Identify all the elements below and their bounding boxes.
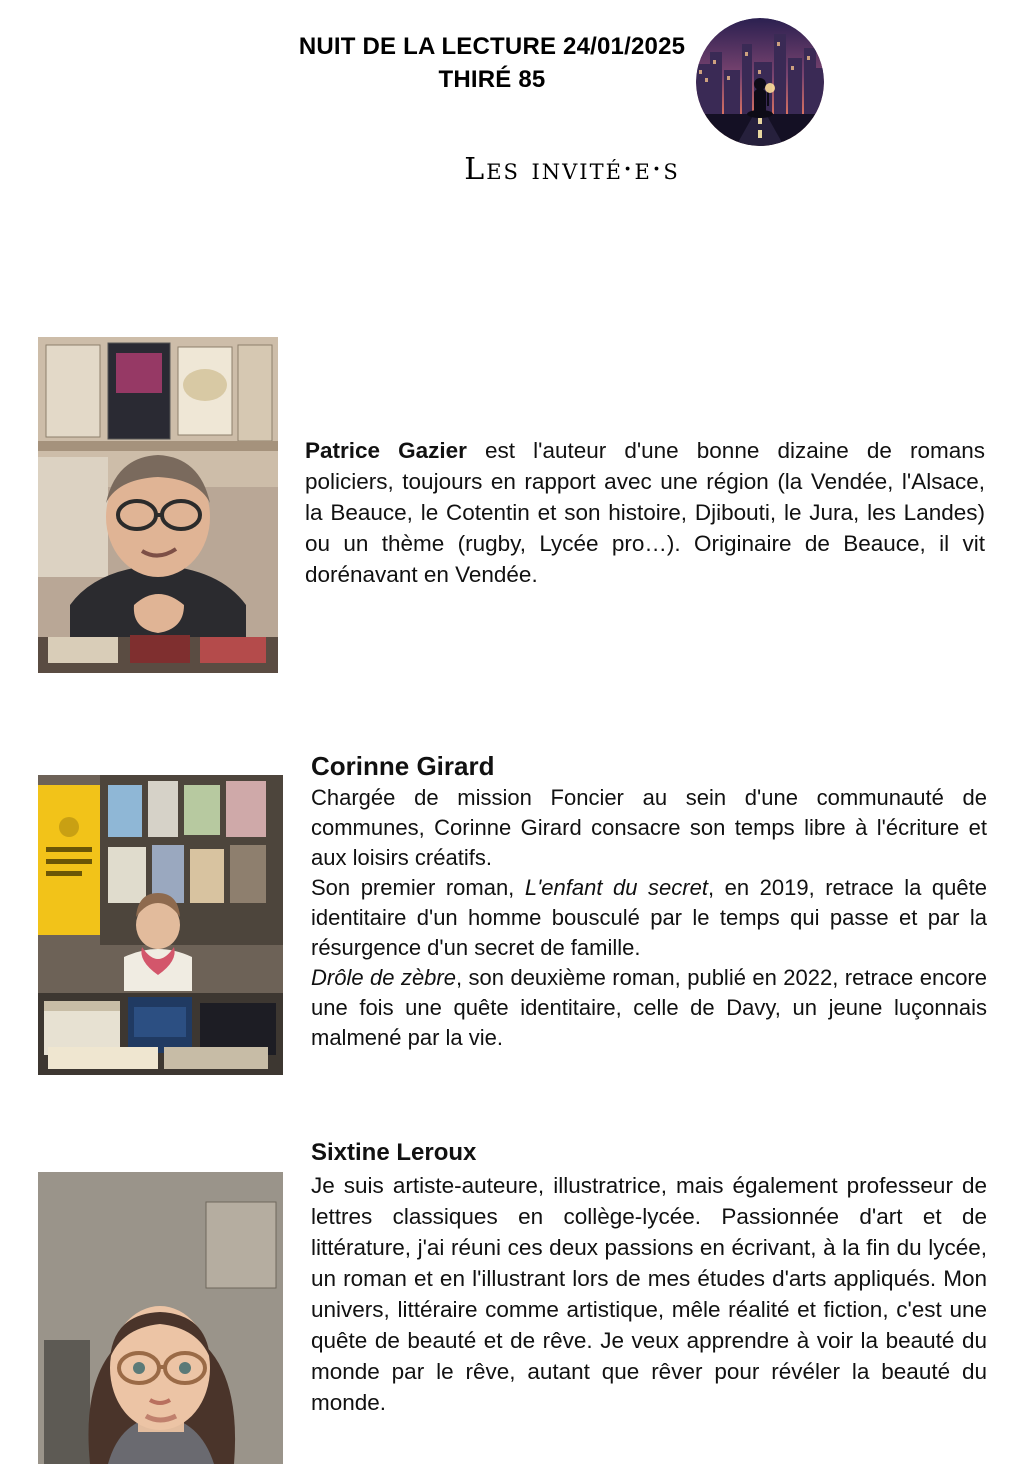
guest-bio-gazier [305, 435, 985, 590]
section-heading: Les invité·e·s [464, 152, 680, 187]
para3-after: , son deuxième roman, publié en 2022, retrace encore une fois une quête identitaire, celle de Davy, un jeune luçonnais malmené par la vie. [311, 965, 987, 1050]
nuit-de-la-lecture-logo-icon [696, 18, 824, 146]
guest-bio-paragraph [305, 435, 985, 590]
guest-photo-leroux [38, 1172, 283, 1464]
guest-photo-gazier [38, 337, 278, 673]
para2-after: , en 2019, retrace la quête identitaire d'un homme bousculé par le temps qui passe et par la résurgence d'un secret de famille. [311, 875, 987, 960]
guest-bio-paragraph-2 [311, 873, 987, 963]
title-line-2: THIRÉ 85 [438, 66, 546, 93]
page-title [0, 30, 1024, 96]
guest-bio-paragraph: Je suis artiste-auteure, illustratrice, mais également professeur de lettres classiques en collège-lycée. Passionnée d'art et de littérature, j'ai réuni ces deux passions en écrivant, à la fin du lycée, un roman et en l'illustrant lors de mes études d'arts appliqués. Mon univers, littéraire comme artistique, mêle réalité et fiction, c'est une quête de beauté et de rêve. Je veux apprendre à voir la beauté du monde par le rêve, autant que rêver pour révéler la beauté du monde. [311, 1173, 987, 1415]
title-line-1: NUIT DE LA LECTURE 24/01/2025 [298, 33, 686, 60]
guest-bio-paragraph-1: Chargée de mission Foncier au sein d'une communauté de communes, Corinne Girard consacre son temps libre à l'écriture et aux loisirs créatifs. [311, 785, 987, 870]
guest-name-gazier: Patrice Gazier [305, 438, 467, 463]
guest-name-girard: Corinne Girard [311, 751, 495, 781]
document-header [0, 0, 1024, 120]
guest-bio-paragraph-3 [311, 963, 987, 1053]
para2-before: Son premier roman, [311, 875, 525, 900]
guest-bio-leroux [311, 1137, 987, 1418]
book-title-1: L'enfant du secret [524, 875, 708, 900]
guest-photo-girard [38, 775, 283, 1075]
book-title-2: Drôle de zèbre [311, 965, 456, 990]
guest-name-leroux: Sixtine Leroux [311, 1139, 477, 1166]
guest-bio-text: est l'auteur d'une bonne dizaine de romans policiers, toujours en rapport avec une région (la Vendée, l'Alsace, la Beauce, le Cotentin et son histoire, Djibouti, le Jura, les Landes) ou un thème (rugby, Lycée pro…). Originaire de Beauce, il vit dorénavant en Vendée. [305, 438, 985, 587]
guest-bio-girard [311, 750, 987, 1053]
